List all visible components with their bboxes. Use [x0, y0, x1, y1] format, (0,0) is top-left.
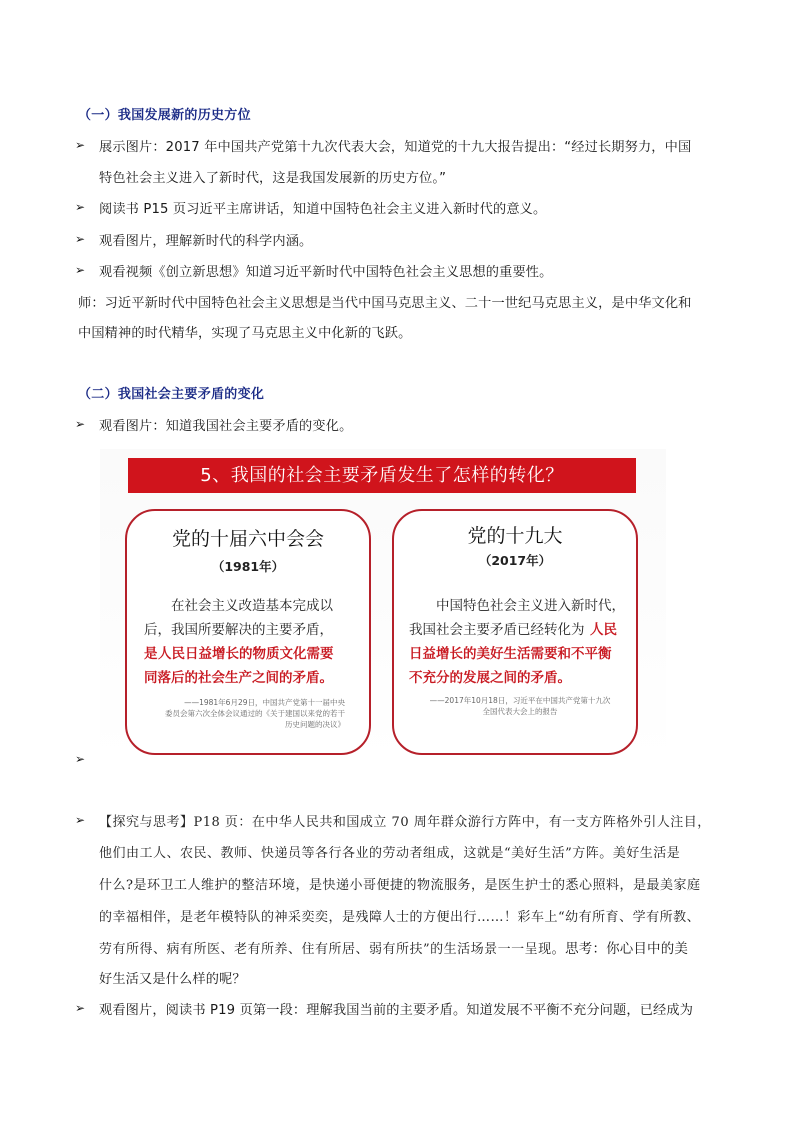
bullet-line: 观看图片：知道我国社会主要矛盾的变化。	[99, 419, 353, 434]
think-question: 思考：你心目中的美	[565, 941, 689, 957]
arrowhead-bullet-icon: ➢	[75, 232, 86, 246]
bullet-line: 观看图片，理解新时代的科学内涵。	[99, 234, 313, 249]
bullet-line: 特色社会主义进入了新时代，这是我国发展新的历史方位。”	[99, 171, 447, 186]
card-text: 在社会主义改造基本完成以	[171, 598, 333, 614]
explore-text: 劳有所得、病有所医、老有所养、住有所居、弱有所扶”的生活场景一一呈现。	[99, 942, 566, 957]
card-text-prefix	[144, 642, 158, 662]
card-red-text: 不充分的发展之间的矛盾。	[409, 670, 571, 686]
card-title: 党的十届六中会会	[171, 528, 324, 550]
card-source: ——2017年10月18日，习近平在中国共产党第十九次	[429, 696, 611, 705]
explore-line	[99, 937, 688, 957]
contradiction-figure	[100, 449, 666, 763]
card-source: 委员会第六次全体会议通过的《关于建国以来党的若干	[165, 709, 345, 718]
card-source: ——1981年6月29日，中国共产党第十一届中央	[184, 698, 345, 707]
card-red-prefix: 是	[144, 646, 158, 662]
figure-banner: 5、我国的社会主要矛盾发生了怎样的转化？	[128, 458, 636, 493]
teacher-line: 中国精神的时代精华，实现了马克思主义中化新的飞跃。	[78, 326, 412, 341]
card-source: 全国代表大会上的报告	[482, 707, 558, 716]
card-text: 后，我国所要解决的主要矛盾，	[144, 622, 333, 638]
teacher-line: 师：习近平新时代中国特色社会主义思想是当代中国马克思主义、二十一世纪马克思主义，是中华文化和	[78, 296, 692, 311]
card-red-text: 人民日益增长的物质文化需要	[158, 646, 334, 662]
card-title: 党的十九大	[467, 525, 563, 547]
arrowhead-bullet-icon: ➢	[75, 813, 86, 827]
arrowhead-bullet-icon: ➢	[75, 752, 86, 766]
explore-line: 的幸福相伴，是老年模特队的神采奕奕，是残障人士的方便出行……！彩车上“幼有所育、学有所教、	[99, 910, 701, 925]
card-red-text: 人民	[590, 622, 617, 638]
arrowhead-bullet-icon: ➢	[75, 417, 86, 431]
bullet-line: 阅读书 P15 页习近平主席讲话，知道中国特色社会主义进入新时代的意义。	[99, 202, 547, 217]
explore-line: 好生活又是什么样的呢？	[99, 972, 246, 987]
card-red-text: 同落后的社会生产之间的矛盾。	[144, 670, 333, 686]
card-year: （2017年）	[478, 553, 552, 568]
explore-line: 他们由工人、农民、教师、快递员等各行各业的劳动者组成，这就是“美好生活”方阵。美好生活是	[99, 846, 681, 861]
bullet-line: 观看图片，阅读书 P19 页第一段：理解我国当前的主要矛盾。知道发展不平衡不充分问题，已经成为	[99, 1003, 694, 1018]
card-source: 历史问题的决议》	[285, 720, 345, 729]
arrowhead-bullet-icon: ➢	[75, 263, 86, 277]
card-text: 我国社会主要矛盾已经转化为	[409, 622, 585, 638]
explore-line: 什么?是环卫工人维护的整洁环境，是快递小哥便捷的物流服务，是医生护士的悉心照料，是最美家庭	[99, 878, 701, 893]
card-2017	[392, 509, 638, 755]
arrowhead-bullet-icon: ➢	[75, 200, 86, 214]
arrowhead-bullet-icon: ➢	[75, 1001, 86, 1015]
card-text: 中国特色社会主义进入新时代，	[436, 598, 625, 614]
card-red-text: 日益增长的美好生活需要和不平衡	[409, 646, 612, 662]
bullet-line: 展示图片：2017 年中国共产党第十九次代表大会，知道党的十九大报告提出：“经过长期努力，中国	[99, 140, 692, 155]
explore-line: 【探究与思考】P18 页：在中华人民共和国成立 70 周年群众游行方阵中，有一支方阵格外引人注目，	[99, 815, 711, 830]
section-heading-1: （一）我国发展新的历史方位	[78, 108, 251, 123]
section-heading-2: （二）我国社会主要矛盾的变化	[78, 387, 265, 402]
card-1981	[125, 509, 371, 755]
bullet-line: 观看视频《创立新思想》知道习近平新时代中国特色社会主义思想的重要性。	[99, 265, 553, 280]
arrowhead-bullet-icon: ➢	[75, 138, 86, 152]
card-year: （1981年）	[211, 559, 285, 574]
